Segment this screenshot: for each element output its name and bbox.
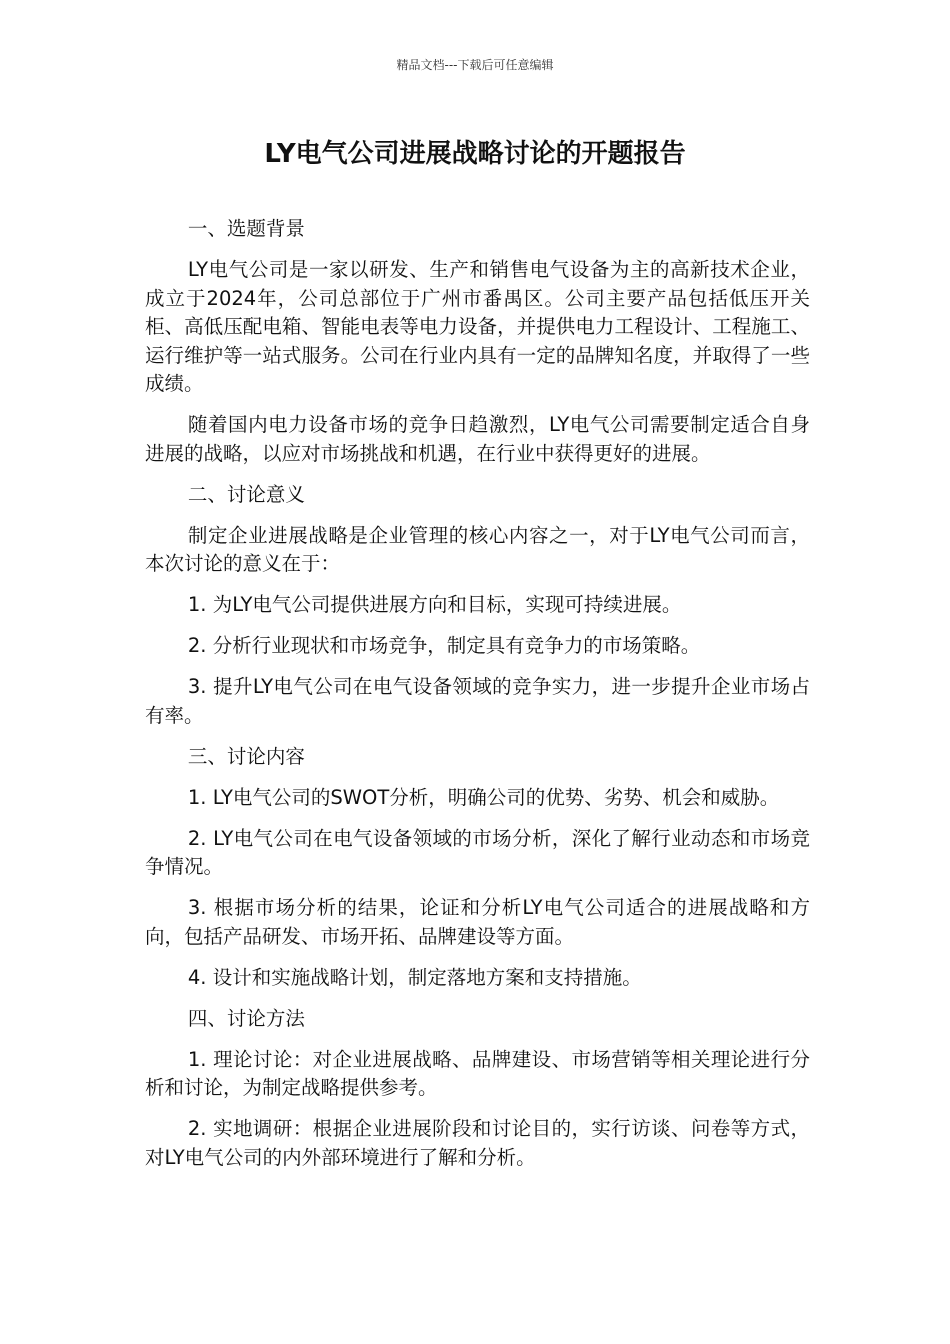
section-heading-background: 一、选题背景	[187, 217, 305, 240]
list-item: 1. LY电气公司的SWOT分析，明确公司的优势、劣势、机会和威胁。	[187, 785, 780, 809]
list-item: 2. LY电气公司在电气设备领域的市场分析，深化了解行业动态和市场竞争情况。	[145, 826, 810, 878]
list-item: 4. 设计和实施战略计划，制定落地方案和支持措施。	[187, 965, 642, 989]
list-item: 2. 分析行业现状和市场竞争，制定具有竞争力的市场策略。	[187, 634, 701, 657]
page-header: 精品文档---下载后可任意编辑	[396, 58, 554, 72]
list-item: 3. 提升LY电气公司在电气设备领域的竞争实力，进一步提升企业市场占有率。	[145, 675, 810, 727]
section-heading-methods: 四、讨论方法	[187, 1006, 305, 1030]
list-item: 1. 理论讨论：对企业进展战略、品牌建设、市场营销等相关理论进行分析和讨论，为制定战略提供参考。	[145, 1047, 810, 1099]
section-heading-significance: 二、讨论意义	[187, 482, 305, 506]
document-title: LY电气公司进展战略讨论的开题报告	[264, 139, 686, 169]
document-body	[145, 215, 810, 1185]
list-item: 1. 为LY电气公司提供进展方向和目标，实现可持续进展。	[187, 593, 682, 616]
section-heading-content: 三、讨论内容	[187, 744, 305, 768]
body-paragraph: LY电气公司是一家以研发、生产和销售电气设备为主的高新技术企业，成立于2024年，公司总部位于广州市番禺区。公司主要产品包括低压开关柜、高低压配电箱、智能电表等电力设备，并提供电力工程设计、工程施工、运行维护等一站式服务。公司在行业内具有一定的品牌知名度，并取得了一些成绩。	[145, 258, 810, 395]
body-paragraph: 随着国内电力设备市场的竞争日趋激烈，LY电气公司需要制定适合自身进展的战略，以应对市场挑战和机遇，在行业中获得更好的进展。	[145, 413, 810, 465]
list-item: 2. 实地调研：根据企业进展阶段和讨论目的，实行访谈、问卷等方式，对LY电气公司的内外部环境进行了解和分析。	[145, 1117, 810, 1169]
list-item: 3. 根据市场分析的结果，论证和分析LY电气公司适合的进展战略和方向，包括产品研发、市场开拓、品牌建设等方面。	[145, 896, 810, 948]
body-paragraph: 制定企业进展战略是企业管理的核心内容之一，对于LY电气公司而言，本次讨论的意义在于：	[145, 523, 810, 575]
